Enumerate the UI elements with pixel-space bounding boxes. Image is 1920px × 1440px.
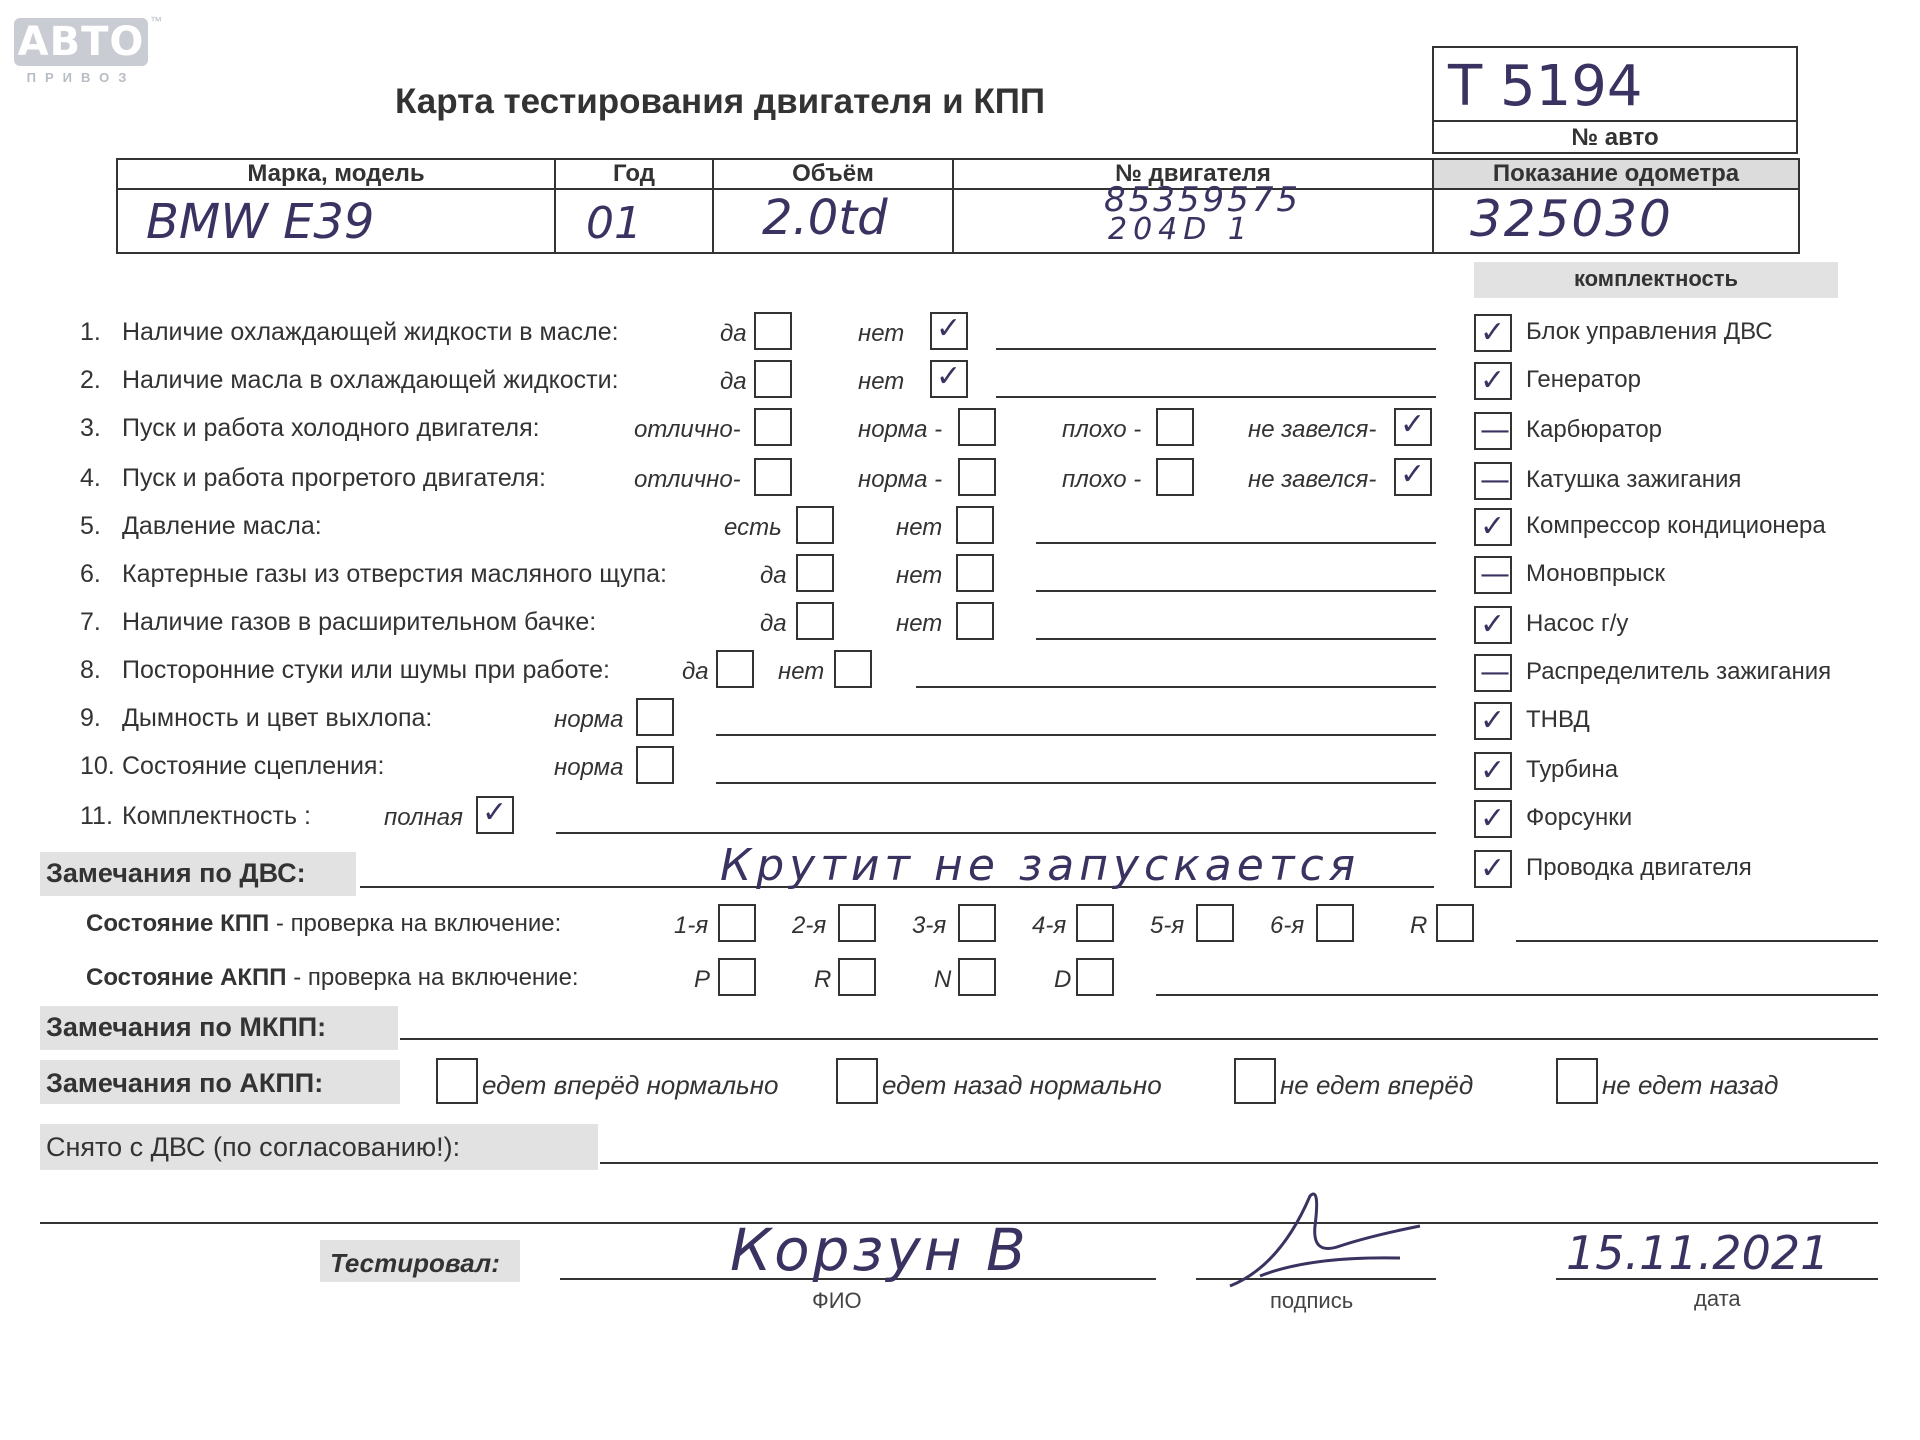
option-checkbox[interactable]	[834, 650, 872, 688]
check-mark: ✓	[1480, 753, 1506, 788]
year-value: 01	[586, 198, 642, 249]
question-text: Дымность и цвет выхлопа:	[122, 704, 433, 732]
option-label: плохо -	[1062, 416, 1142, 443]
option-checkbox[interactable]	[754, 360, 792, 398]
manual_gearbox-label-rest: - проверка на включение:	[269, 910, 562, 937]
logo-text: АВТО	[17, 19, 145, 65]
completeness-item-label: Блок управления ДВС	[1526, 318, 1773, 345]
trademark-sign: ™	[150, 14, 162, 28]
gear-label: 6-я	[1270, 912, 1305, 939]
option-label: не завелся-	[1248, 416, 1377, 443]
answer-line	[1036, 590, 1436, 592]
completeness-item-label: Распределитель зажигания	[1526, 658, 1832, 685]
model-value: BMW E39	[146, 194, 375, 250]
akpp-option-checkbox[interactable]	[1234, 1058, 1276, 1104]
check-mark: ✓	[1480, 801, 1506, 836]
answer-line	[716, 734, 1436, 736]
option-checkbox[interactable]	[956, 554, 994, 592]
logo	[14, 18, 148, 66]
gear-checkbox[interactable]	[838, 958, 876, 996]
completeness-item-label: ТНВД	[1526, 706, 1590, 733]
manual_gearbox-label	[86, 910, 561, 938]
question-number: 11.	[80, 802, 113, 830]
option-label: нет	[896, 514, 943, 541]
check-mark: ✓	[936, 359, 962, 394]
question-number: 2.	[80, 366, 101, 394]
option-label: есть	[724, 514, 782, 541]
question-text: Давление масла:	[122, 512, 322, 540]
akpp-option-checkbox[interactable]	[836, 1058, 878, 1104]
gear-label: N	[934, 966, 952, 993]
date-caption: дата	[1694, 1286, 1741, 1311]
gear-checkbox[interactable]	[1196, 904, 1234, 942]
remarks-manual-line	[400, 1038, 1878, 1040]
check-mark: ✓	[936, 311, 962, 346]
option-checkbox[interactable]	[796, 602, 834, 640]
question-number: 9.	[80, 704, 101, 732]
question-number: 10.	[80, 752, 115, 780]
column-header-volume: Объём	[792, 160, 874, 187]
check-mark: ✓	[1480, 315, 1506, 350]
question-text: Пуск и работа холодного двигателя:	[122, 414, 540, 442]
page-title: Карта тестирования двигателя и КПП	[395, 82, 1046, 121]
tester-name: Корзун В	[730, 1216, 1029, 1284]
check-mark: ✓	[1480, 703, 1506, 738]
option-checkbox[interactable]	[796, 506, 834, 544]
stock-number-label: № авто	[1571, 124, 1659, 151]
test-date: 15.11.2021	[1566, 1226, 1830, 1280]
question-number: 1.	[80, 318, 101, 346]
option-label: да	[720, 320, 747, 347]
engine-number-line1: 85359575	[1104, 180, 1302, 220]
question-number: 4.	[80, 464, 101, 492]
question-text: Комплектность :	[122, 802, 311, 830]
question-text: Наличие охлаждающей жидкости в масле:	[122, 318, 619, 346]
gear-label: D	[1054, 966, 1072, 993]
option-checkbox[interactable]	[754, 408, 792, 446]
gear-label: R	[814, 966, 832, 993]
gear-label: 1-я	[674, 912, 709, 939]
option-label: отлично-	[634, 466, 741, 493]
name-caption: ФИО	[812, 1288, 862, 1313]
signature	[1220, 1186, 1440, 1296]
option-label: да	[720, 368, 747, 395]
answer-line	[556, 832, 1436, 834]
gear-checkbox[interactable]	[838, 904, 876, 942]
remarks-auto-label: Замечания по АКПП:	[46, 1068, 324, 1098]
answer-line	[1036, 638, 1436, 640]
answer-line	[996, 348, 1436, 350]
option-label: да	[682, 658, 709, 685]
gear-checkbox[interactable]	[958, 958, 996, 996]
gear-checkbox[interactable]	[1076, 904, 1114, 942]
option-checkbox[interactable]	[716, 650, 754, 688]
check-mark: ✓	[1480, 363, 1506, 398]
check-mark: ✓	[1480, 607, 1506, 642]
completeness-item-label: Компрессор кондиционера	[1526, 512, 1826, 539]
option-checkbox[interactable]	[796, 554, 834, 592]
option-label: норма -	[858, 416, 943, 443]
completeness-item-label: Насос г/у	[1526, 610, 1629, 637]
akpp-option-label: едет вперёд нормально	[482, 1070, 779, 1100]
removed-label: Снято с ДВС (по согласованию!):	[46, 1132, 461, 1162]
option-checkbox[interactable]	[636, 698, 674, 736]
option-label: нет	[896, 562, 943, 589]
check-mark: —	[1480, 557, 1510, 592]
vehicle-header-table	[116, 158, 1800, 254]
akpp-option-label: не едет вперёд	[1280, 1070, 1474, 1100]
manual_gearbox-label-bold: Состояние КПП	[86, 910, 270, 937]
check-mark: —	[1480, 463, 1510, 498]
question-number: 8.	[80, 656, 101, 684]
tested-label: Тестировал:	[330, 1248, 500, 1278]
gear-checkbox[interactable]	[1316, 904, 1354, 942]
option-checkbox[interactable]	[1156, 408, 1194, 446]
remarks-engine-label: Замечания по ДВС:	[46, 858, 306, 888]
option-label: нет	[858, 368, 905, 395]
column-header-model: Марка, модель	[247, 160, 425, 187]
akpp-option-checkbox[interactable]	[436, 1058, 478, 1104]
question-text: Посторонние стуки или шумы при работе:	[122, 656, 610, 684]
option-label: плохо -	[1062, 466, 1142, 493]
akpp-option-checkbox[interactable]	[1556, 1058, 1598, 1104]
gear-checkbox[interactable]	[1436, 904, 1474, 942]
answer-line	[996, 396, 1436, 398]
removed-line	[600, 1162, 1878, 1164]
completeness-item-label: Карбюратор	[1526, 416, 1663, 443]
completeness-item-label: Катушка зажигания	[1526, 466, 1742, 493]
option-label: норма -	[858, 466, 943, 493]
check-mark: —	[1480, 655, 1510, 690]
odometer-value: 325030	[1470, 190, 1673, 248]
gear-label: P	[694, 966, 711, 993]
option-label: норма	[554, 706, 624, 733]
question-text: Пуск и работа прогретого двигателя:	[122, 464, 546, 492]
auto_gearbox-label-bold: Состояние АКПП	[86, 964, 287, 991]
completeness-title: комплектность	[1573, 266, 1739, 291]
gear-checkbox[interactable]	[718, 904, 756, 942]
option-checkbox[interactable]	[958, 408, 996, 446]
question-text: Состояние сцепления:	[122, 752, 385, 780]
question-number: 3.	[80, 414, 101, 442]
gear-checkbox[interactable]	[1076, 958, 1114, 996]
check-mark: ✓	[1480, 509, 1506, 544]
completeness-item-label: Генератор	[1526, 366, 1641, 393]
gear-label: 3-я	[912, 912, 947, 939]
question-number: 6.	[80, 560, 101, 588]
gear-label: R	[1410, 912, 1428, 939]
question-text: Наличие газов в расширительном бачке:	[122, 608, 597, 636]
volume-value: 2.0td	[762, 190, 888, 246]
akpp-option-label: едет назад нормально	[882, 1070, 1162, 1100]
option-label: отлично-	[634, 416, 741, 443]
question-text: Наличие масла в охлаждающей жидкости:	[122, 366, 619, 394]
completeness-item-label: Моновпрыск	[1526, 560, 1666, 587]
gearbox-line	[1516, 940, 1878, 942]
question-number: 7.	[80, 608, 101, 636]
check-mark: ✓	[1400, 407, 1426, 442]
gear-checkbox[interactable]	[718, 958, 756, 996]
option-checkbox[interactable]	[754, 458, 792, 496]
option-checkbox[interactable]	[958, 458, 996, 496]
remarks-engine-value: Крутит не запускается	[720, 840, 1361, 891]
check-mark: ✓	[1400, 457, 1426, 492]
option-label: да	[760, 610, 787, 637]
check-mark: ✓	[1480, 851, 1506, 886]
engine-number-line2: 204D 1	[1108, 212, 1253, 247]
check-mark: ✓	[482, 795, 508, 830]
gearbox-line	[1156, 994, 1878, 996]
column-header-engine-no: № двигателя	[1115, 160, 1271, 187]
akpp-option-label: не едет назад	[1602, 1070, 1779, 1100]
logo-subtitle: ПРИВОЗ	[26, 70, 136, 85]
gear-label: 2-я	[792, 912, 827, 939]
gear-label: 5-я	[1150, 912, 1185, 939]
option-label: нет	[896, 610, 943, 637]
answer-line	[916, 686, 1436, 688]
gear-label: 4-я	[1032, 912, 1067, 939]
auto_gearbox-label-rest: - проверка на включение:	[286, 964, 579, 991]
remarks-manual-label: Замечания по МКПП:	[46, 1012, 327, 1042]
completeness-item-label: Проводка двигателя	[1526, 854, 1752, 881]
gear-checkbox[interactable]	[958, 904, 996, 942]
completeness-item-label: Форсунки	[1526, 804, 1633, 831]
answer-line	[716, 782, 1436, 784]
option-checkbox[interactable]	[1156, 458, 1194, 496]
stock-number-box	[1432, 46, 1798, 154]
completeness-item-label: Турбина	[1526, 756, 1619, 783]
option-label: норма	[554, 754, 624, 781]
stock-number-handwritten: T 5194	[1448, 54, 1643, 119]
answer-line	[1036, 542, 1436, 544]
option-label: не завелся-	[1248, 466, 1377, 493]
option-label: полная	[384, 804, 463, 831]
option-label: нет	[858, 320, 905, 347]
question-text: Картерные газы из отверстия масляного щупа:	[122, 560, 667, 588]
auto_gearbox-label	[86, 964, 579, 992]
column-header-odometer: Показание одометра	[1492, 160, 1740, 187]
option-label: нет	[778, 658, 825, 685]
option-label: да	[760, 562, 787, 589]
option-checkbox[interactable]	[754, 312, 792, 350]
question-number: 5.	[80, 512, 101, 540]
option-checkbox[interactable]	[956, 602, 994, 640]
option-checkbox[interactable]	[636, 746, 674, 784]
signature-caption: подпись	[1270, 1288, 1354, 1313]
option-checkbox[interactable]	[956, 506, 994, 544]
check-mark: —	[1480, 413, 1510, 448]
column-header-year: Год	[613, 160, 655, 187]
